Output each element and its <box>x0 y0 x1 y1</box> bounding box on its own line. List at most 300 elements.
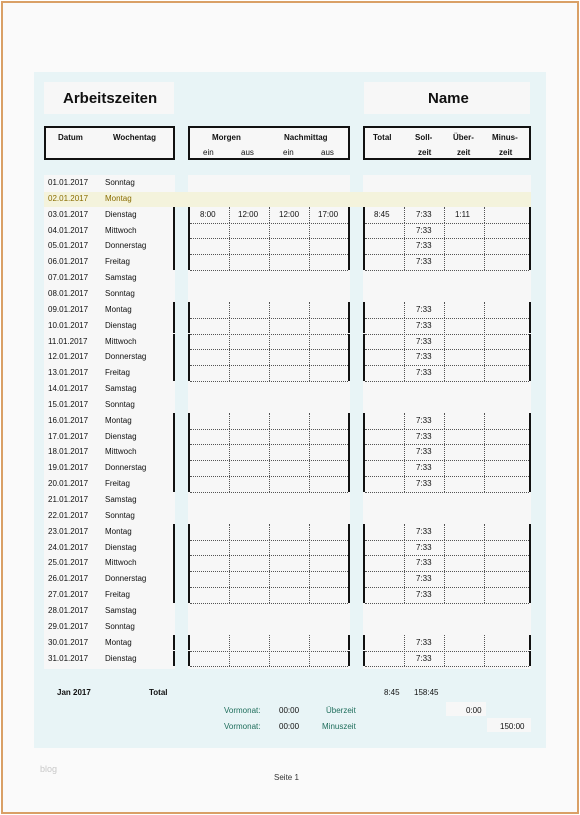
row-underline <box>190 492 348 493</box>
bar-times-right <box>348 460 350 476</box>
cell-divider <box>444 635 445 651</box>
col-ueber-2: zeit <box>457 148 471 157</box>
bar-totals-left <box>363 460 365 476</box>
cell-weekday: Sonntag <box>105 178 135 187</box>
cell-divider <box>229 334 230 350</box>
bar-totals-right <box>529 254 531 270</box>
cell-divider <box>229 365 230 381</box>
bar-times-left <box>188 238 190 254</box>
cell-weekday: Samstag <box>105 384 137 394</box>
cell-date: 13.01.2017 <box>48 368 89 378</box>
bar-times-right <box>348 238 350 254</box>
bar-date-right <box>173 524 175 540</box>
bar-times-left <box>188 254 190 270</box>
cell-soll: 7:33 <box>416 225 432 235</box>
row-underline <box>365 476 529 477</box>
bar-totals-right <box>529 429 531 445</box>
bar-totals-left <box>363 476 365 492</box>
bar-date-right <box>173 349 175 365</box>
cell-weekday: Montag <box>105 526 132 536</box>
cell-divider <box>404 365 405 381</box>
bar-totals-left <box>363 238 365 254</box>
bar-times-right <box>348 223 350 239</box>
bar-totals-left <box>363 365 365 381</box>
col-minus-1: Minus- <box>492 133 518 142</box>
bar-times-right <box>348 587 350 603</box>
bar-totals-left <box>363 318 365 334</box>
cell-soll: 7:33 <box>416 463 432 473</box>
cell-weekday: Mittwoch <box>105 558 137 568</box>
cell-divider <box>269 571 270 587</box>
cell-divider <box>404 587 405 603</box>
col-nachmittag: Nachmittag <box>284 133 328 142</box>
cell-date: 18.01.2017 <box>48 447 89 457</box>
cell-divider <box>309 223 310 239</box>
bar-date-right <box>173 429 175 445</box>
cell-divider <box>484 238 485 254</box>
cell-date: 10.01.2017 <box>48 320 89 330</box>
cell-divider <box>484 334 485 350</box>
row-underline <box>190 270 348 271</box>
cell-date: 12.01.2017 <box>48 352 89 362</box>
bar-totals-right <box>529 460 531 476</box>
cell-weekday: Mittwoch <box>105 447 137 457</box>
cell-divider <box>444 571 445 587</box>
cell-divider <box>309 476 310 492</box>
vormonat-value-2: 00:00 <box>279 722 300 731</box>
bar-totals-right <box>529 349 531 365</box>
row-underline <box>365 540 529 541</box>
cell-date: 01.01.2017 <box>48 178 89 187</box>
cell-divider <box>404 254 405 270</box>
cell-divider <box>444 223 445 239</box>
cell-date: 22.01.2017 <box>48 510 89 520</box>
row-underline <box>365 270 529 271</box>
bar-date-right <box>173 254 175 270</box>
ueberzeit-label: Überzeit <box>326 706 356 715</box>
cell-divider <box>309 365 310 381</box>
cell-divider <box>269 238 270 254</box>
page-title: Arbeitszeiten <box>63 90 158 107</box>
bar-date-right <box>173 413 175 429</box>
col-soll-2: zeit <box>418 148 432 157</box>
bar-totals-right <box>529 555 531 571</box>
cell-date: 25.01.2017 <box>48 558 89 568</box>
bar-times-left <box>188 587 190 603</box>
bar-times-left <box>188 460 190 476</box>
cell-weekday: Samstag <box>105 605 137 615</box>
cell-date: 26.01.2017 <box>48 574 89 584</box>
cell-soll: 7:33 <box>416 653 432 663</box>
bar-totals-right <box>529 334 531 350</box>
bar-date-right <box>173 334 175 350</box>
bar-totals-left <box>363 429 365 445</box>
bar-times-right <box>348 254 350 270</box>
cell-soll: 7:33 <box>416 431 432 441</box>
cell-divider <box>484 524 485 540</box>
cell-divider <box>484 540 485 556</box>
cell-divider <box>269 540 270 556</box>
cell-divider <box>404 238 405 254</box>
bar-totals-left <box>363 524 365 540</box>
cell-soll: 7:33 <box>416 526 432 536</box>
cell-weekday: Freitag <box>105 479 130 489</box>
bar-times-left <box>188 524 190 540</box>
bar-totals-right <box>529 524 531 540</box>
cell-soll: 7:33 <box>416 209 432 219</box>
cell-divider <box>444 651 445 667</box>
cell-date: 11.01.2017 <box>48 336 88 346</box>
summary-soll-value: 158:45 <box>414 688 439 697</box>
row-underline <box>365 349 529 350</box>
summary-month: Jan 2017 <box>57 688 91 697</box>
cell-date: 19.01.2017 <box>48 463 89 473</box>
bar-totals-left <box>363 207 365 223</box>
cell-divider <box>269 365 270 381</box>
cell-divider <box>269 444 270 460</box>
bar-times-left <box>188 207 190 223</box>
bar-times-right <box>348 524 350 540</box>
bar-times-left <box>188 651 190 667</box>
bar-times-left <box>188 540 190 556</box>
cell-divider <box>444 476 445 492</box>
cell-divider <box>229 476 230 492</box>
row-underline <box>365 603 529 604</box>
bar-date-right <box>173 460 175 476</box>
cell-divider <box>309 587 310 603</box>
cell-nachmittag-aus: 17:00 <box>318 209 339 219</box>
cell-divider <box>404 540 405 556</box>
row-underline <box>365 555 529 556</box>
cell-divider <box>309 302 310 318</box>
bar-date-right <box>173 476 175 492</box>
cell-divider <box>229 635 230 651</box>
cell-divider <box>404 460 405 476</box>
cell-soll: 7:33 <box>416 479 432 489</box>
bar-totals-right <box>529 571 531 587</box>
summary-total-label: Total <box>149 688 168 697</box>
cell-divider <box>229 238 230 254</box>
cell-date: 30.01.2017 <box>48 637 89 647</box>
cell-date: 28.01.2017 <box>48 605 89 615</box>
bar-totals-left <box>363 413 365 429</box>
cell-divider <box>309 571 310 587</box>
cell-divider <box>404 444 405 460</box>
cell-divider <box>444 540 445 556</box>
cell-divider <box>229 555 230 571</box>
cell-divider <box>444 555 445 571</box>
cell-date: 15.01.2017 <box>48 399 89 409</box>
bar-date-right <box>173 302 175 318</box>
bar-times-right <box>348 318 350 334</box>
col-total: Total <box>373 133 392 142</box>
cell-date: 08.01.2017 <box>48 288 89 298</box>
bar-date-right <box>173 571 175 587</box>
cell-divider <box>309 460 310 476</box>
minuszeit-value: 150:00 <box>500 722 525 731</box>
cell-soll: 7:33 <box>416 574 432 584</box>
row-underline <box>365 223 529 224</box>
cell-divider <box>229 349 230 365</box>
cell-date: 05.01.2017 <box>48 241 89 251</box>
cell-date: 29.01.2017 <box>48 621 89 631</box>
cell-date: 02.01.2017 <box>48 193 89 203</box>
cell-weekday: Montag <box>105 415 132 425</box>
cell-morgen-ein: 8:00 <box>200 209 216 219</box>
bar-totals-left <box>363 334 365 350</box>
bar-totals-left <box>363 254 365 270</box>
cell-soll: 7:33 <box>416 241 432 251</box>
cell-weekday: Donnerstag <box>105 241 147 251</box>
cell-divider <box>269 223 270 239</box>
cell-divider <box>309 635 310 651</box>
cell-divider <box>444 429 445 445</box>
cell-divider <box>229 302 230 318</box>
cell-weekday: Freitag <box>105 257 130 267</box>
cell-divider <box>269 555 270 571</box>
bar-times-right <box>348 365 350 381</box>
cell-date: 03.01.2017 <box>48 209 89 219</box>
col-nachmittag-ein: ein <box>283 148 294 157</box>
bar-totals-right <box>529 413 531 429</box>
cell-divider <box>309 555 310 571</box>
bar-date-right <box>173 207 175 223</box>
col-minus-2: zeit <box>499 148 513 157</box>
cell-divider <box>269 318 270 334</box>
bar-totals-right <box>529 223 531 239</box>
cell-weekday: Samstag <box>105 273 137 283</box>
row-underline <box>190 603 348 604</box>
bar-totals-right <box>529 476 531 492</box>
cell-date: 14.01.2017 <box>48 384 89 394</box>
cell-weekday: Dienstag <box>105 542 137 552</box>
cell-weekday: Samstag <box>105 495 137 504</box>
cell-divider <box>309 254 310 270</box>
row-underline <box>365 444 529 445</box>
bar-date-right <box>173 555 175 571</box>
bar-times-right <box>348 429 350 445</box>
cell-divider <box>229 429 230 445</box>
cell-divider <box>484 555 485 571</box>
cell-divider <box>444 365 445 381</box>
cell-soll: 7:33 <box>416 542 432 552</box>
cell-divider <box>444 238 445 254</box>
cell-divider <box>269 476 270 492</box>
cell-divider <box>484 207 485 223</box>
cell-divider <box>484 365 485 381</box>
bar-times-left <box>188 413 190 429</box>
cell-divider <box>444 524 445 540</box>
cell-divider <box>309 413 310 429</box>
row-underline <box>365 381 529 382</box>
page-number: Seite 1 <box>274 773 299 782</box>
cell-divider <box>444 413 445 429</box>
cell-weekday: Dienstag <box>105 320 137 330</box>
bar-times-right <box>348 413 350 429</box>
bar-times-right <box>348 651 350 667</box>
watermark: blog <box>40 764 58 774</box>
bar-times-right <box>348 349 350 365</box>
cell-date: 21.01.2017 <box>48 495 89 504</box>
row-underline <box>365 666 529 667</box>
bar-times-right <box>348 207 350 223</box>
cell-divider <box>309 540 310 556</box>
cell-divider <box>269 349 270 365</box>
cell-divider <box>404 524 405 540</box>
bar-date-right <box>173 540 175 556</box>
cell-weekday: Dienstag <box>105 209 137 219</box>
cell-soll: 7:33 <box>416 415 432 425</box>
cell-soll: 7:33 <box>416 447 432 457</box>
cell-divider <box>484 444 485 460</box>
cell-date: 17.01.2017 <box>48 431 89 441</box>
bar-date-right <box>173 238 175 254</box>
cell-divider <box>484 587 485 603</box>
cell-divider <box>269 254 270 270</box>
cell-date: 31.01.2017 <box>48 653 89 663</box>
cell-divider <box>484 460 485 476</box>
bar-times-left <box>188 555 190 571</box>
bar-times-right <box>348 540 350 556</box>
cell-soll: 7:33 <box>416 352 432 362</box>
cell-divider <box>269 429 270 445</box>
bar-totals-right <box>529 444 531 460</box>
cell-divider <box>484 651 485 667</box>
header-date <box>44 126 175 160</box>
bar-times-right <box>348 635 350 651</box>
cell-divider <box>404 413 405 429</box>
cell-date: 27.01.2017 <box>48 590 89 600</box>
bar-date-right <box>173 651 175 667</box>
cell-divider <box>229 254 230 270</box>
bar-times-left <box>188 349 190 365</box>
cell-divider <box>484 254 485 270</box>
cell-weekday: Montag <box>105 304 132 314</box>
bar-times-right <box>348 571 350 587</box>
bar-totals-right <box>529 540 531 556</box>
cell-total: 8:45 <box>374 209 390 219</box>
summary-total-value: 8:45 <box>384 688 400 697</box>
cell-divider <box>309 429 310 445</box>
cell-divider <box>269 635 270 651</box>
cell-divider <box>404 635 405 651</box>
row-underline <box>365 651 529 652</box>
row-underline <box>365 492 529 493</box>
bar-times-right <box>348 334 350 350</box>
cell-date: 16.01.2017 <box>48 415 89 425</box>
cell-divider <box>229 413 230 429</box>
cell-weekday: Mittwoch <box>105 336 137 346</box>
row-underline <box>365 318 529 319</box>
cell-divider <box>484 476 485 492</box>
cell-soll: 7:33 <box>416 257 432 267</box>
cell-weekday: Sonntag <box>105 288 135 298</box>
row-underline <box>190 666 348 667</box>
cell-divider <box>484 635 485 651</box>
bar-totals-right <box>529 238 531 254</box>
bar-times-left <box>188 365 190 381</box>
bar-totals-right <box>529 651 531 667</box>
row-underline <box>365 429 529 430</box>
row-underline <box>365 571 529 572</box>
bar-totals-right <box>529 587 531 603</box>
bar-totals-right <box>529 365 531 381</box>
row-underline <box>365 460 529 461</box>
cell-divider <box>404 302 405 318</box>
cell-date: 20.01.2017 <box>48 479 89 489</box>
bar-totals-left <box>363 349 365 365</box>
cell-divider <box>444 302 445 318</box>
cell-divider <box>444 254 445 270</box>
cell-divider <box>309 334 310 350</box>
bar-times-left <box>188 302 190 318</box>
cell-divider <box>404 429 405 445</box>
cell-divider <box>229 207 230 223</box>
vormonat-label-1: Vormonat: <box>224 706 261 715</box>
col-morgen-aus: aus <box>241 148 254 157</box>
bar-times-left <box>188 318 190 334</box>
col-wochentag: Wochentag <box>113 133 156 142</box>
bar-totals-right <box>529 207 531 223</box>
cell-divider <box>404 571 405 587</box>
cell-divider <box>404 651 405 667</box>
col-morgen: Morgen <box>212 133 241 142</box>
cell-divider <box>484 318 485 334</box>
cell-divider <box>404 318 405 334</box>
cell-divider <box>269 302 270 318</box>
cell-divider <box>269 651 270 667</box>
cell-divider <box>229 571 230 587</box>
cell-divider <box>444 587 445 603</box>
cell-divider <box>444 318 445 334</box>
cell-divider <box>309 444 310 460</box>
ueberzeit-value: 0:00 <box>466 706 482 715</box>
bar-date-right <box>173 318 175 334</box>
bar-date-right <box>173 223 175 239</box>
bar-totals-left <box>363 444 365 460</box>
bar-totals-right <box>529 635 531 651</box>
row-underline <box>365 365 529 366</box>
cell-soll: 7:33 <box>416 590 432 600</box>
cell-divider <box>229 524 230 540</box>
cell-weekday: Mittwoch <box>105 225 137 235</box>
col-datum: Datum <box>58 133 83 142</box>
cell-soll: 7:33 <box>416 637 432 647</box>
bar-totals-left <box>363 651 365 667</box>
cell-date: 04.01.2017 <box>48 225 89 235</box>
col-ueber-1: Über- <box>453 133 474 142</box>
cell-divider <box>309 349 310 365</box>
cell-weekday: Donnerstag <box>105 463 147 473</box>
bar-times-right <box>348 444 350 460</box>
bar-times-left <box>188 429 190 445</box>
bar-date-right <box>173 365 175 381</box>
cell-divider <box>484 349 485 365</box>
cell-divider <box>444 334 445 350</box>
row-underline <box>365 238 529 239</box>
cell-divider <box>484 302 485 318</box>
bar-date-right <box>173 444 175 460</box>
bar-totals-left <box>363 635 365 651</box>
cell-divider <box>269 413 270 429</box>
cell-date: 07.01.2017 <box>48 273 89 283</box>
bar-totals-left <box>363 587 365 603</box>
row-underline <box>365 334 529 335</box>
minuszeit-label: Minuszeit <box>322 722 356 731</box>
cell-weekday: Sonntag <box>105 399 135 409</box>
cell-weekday: Freitag <box>105 590 130 600</box>
bar-times-left <box>188 334 190 350</box>
